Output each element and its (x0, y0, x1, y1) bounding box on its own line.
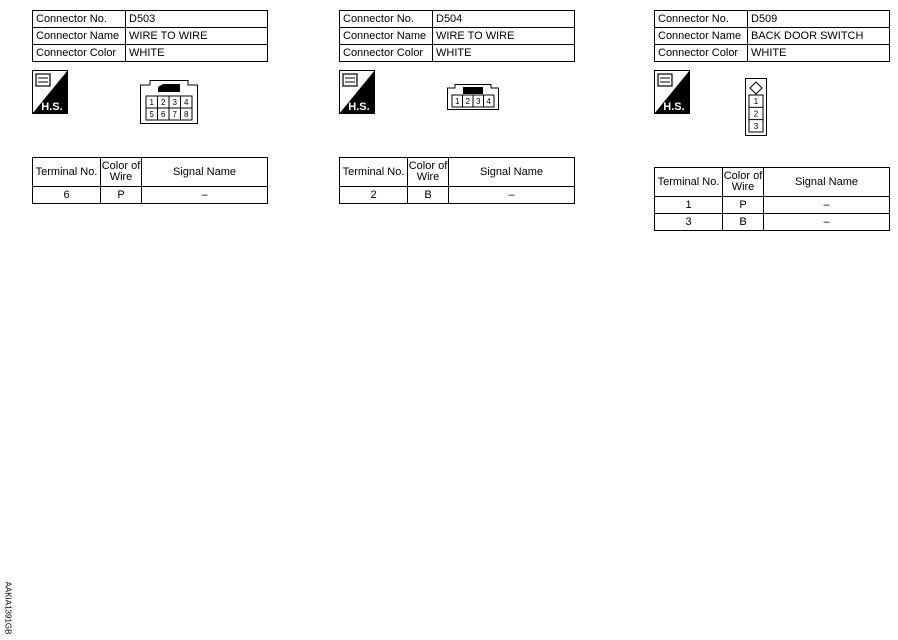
header-color-of-wire: Color of Wire (723, 168, 764, 197)
pin-label: 5 (149, 110, 154, 119)
pin-label: 2 (753, 109, 759, 119)
terminal-table-d503 (32, 157, 268, 204)
connector-block-d503 (32, 10, 268, 62)
label-connector-no: Connector No. (340, 11, 433, 28)
connector-face-8pin (140, 80, 198, 124)
harness-side-icon (654, 70, 690, 114)
pin-label: 3 (172, 98, 177, 107)
terminal-cell: 2 (340, 187, 408, 204)
terminal-cell: 3 (655, 214, 723, 231)
terminal-table-d504 (339, 157, 575, 204)
table-row (340, 187, 575, 204)
terminal-table-d509 (654, 167, 890, 231)
connector-info-table (32, 10, 268, 62)
connector-no-value: D509 (748, 11, 890, 28)
label-connector-color: Connector Color (340, 45, 433, 62)
header-color-of-wire: Color of Wire (101, 158, 142, 187)
header-terminal-no: Terminal No. (655, 168, 723, 197)
table-row (655, 214, 890, 231)
connector-no-value: D504 (433, 11, 575, 28)
label-connector-name: Connector Name (340, 28, 433, 45)
connector-color-value: WHITE (126, 45, 268, 62)
header-terminal-no: Terminal No. (33, 158, 101, 187)
connector-name-value: WIRE TO WIRE (433, 28, 575, 45)
hs-label: H.S. (348, 101, 370, 113)
wire-color-cell: B (408, 187, 449, 204)
label-connector-color: Connector Color (655, 45, 748, 62)
label-connector-no: Connector No. (655, 11, 748, 28)
connector-name-value: BACK DOOR SWITCH (748, 28, 890, 45)
connector-face-3pin (745, 78, 767, 136)
connector-info-table (654, 10, 890, 62)
connector-face-4pin (447, 84, 499, 110)
pin-label: 4 (184, 98, 189, 107)
pin-label: 3 (753, 122, 759, 131)
pin-label: 1 (149, 98, 154, 107)
header-signal-name: Signal Name (449, 158, 575, 187)
hs-label: H.S. (663, 101, 685, 113)
connector-color-value: WHITE (748, 45, 890, 62)
pin-label: 8 (184, 110, 189, 119)
table-row (655, 197, 890, 214)
connector-no-value: D503 (126, 11, 268, 28)
terminal-cell: 6 (33, 187, 101, 204)
label-connector-no: Connector No. (33, 11, 126, 28)
header-color-of-wire: Color of Wire (408, 158, 449, 187)
pin-label: 1 (753, 97, 759, 106)
terminal-cell: 1 (655, 197, 723, 214)
pin-label: 7 (172, 110, 177, 119)
wire-color-cell: P (101, 187, 142, 204)
signal-name-cell: – (764, 197, 890, 214)
hs-label: H.S. (41, 101, 63, 113)
signal-name-cell: – (449, 187, 575, 204)
pin-label: 2 (161, 98, 166, 107)
connector-block-d504 (339, 10, 575, 62)
connector-color-value: WHITE (433, 45, 575, 62)
pin-label: 2 (465, 97, 470, 106)
connector-block-d509 (654, 10, 890, 62)
signal-name-cell: – (142, 187, 268, 204)
pin-label: 6 (161, 110, 166, 119)
header-signal-name: Signal Name (764, 168, 890, 197)
figure-code: AAKIA1391GB (3, 581, 13, 635)
label-connector-name: Connector Name (655, 28, 748, 45)
pin-label: 1 (455, 97, 460, 106)
label-connector-color: Connector Color (33, 45, 126, 62)
harness-side-icon (339, 70, 375, 114)
label-connector-name: Connector Name (33, 28, 126, 45)
header-signal-name: Signal Name (142, 158, 268, 187)
wire-color-cell: B (723, 214, 764, 231)
connector-info-table (339, 10, 575, 62)
harness-side-icon (32, 70, 68, 114)
pin-label: 4 (486, 97, 491, 106)
signal-name-cell: – (764, 214, 890, 231)
connector-name-value: WIRE TO WIRE (126, 28, 268, 45)
table-row (33, 187, 268, 204)
wire-color-cell: P (723, 197, 764, 214)
pin-label: 3 (476, 97, 481, 106)
header-terminal-no: Terminal No. (340, 158, 408, 187)
